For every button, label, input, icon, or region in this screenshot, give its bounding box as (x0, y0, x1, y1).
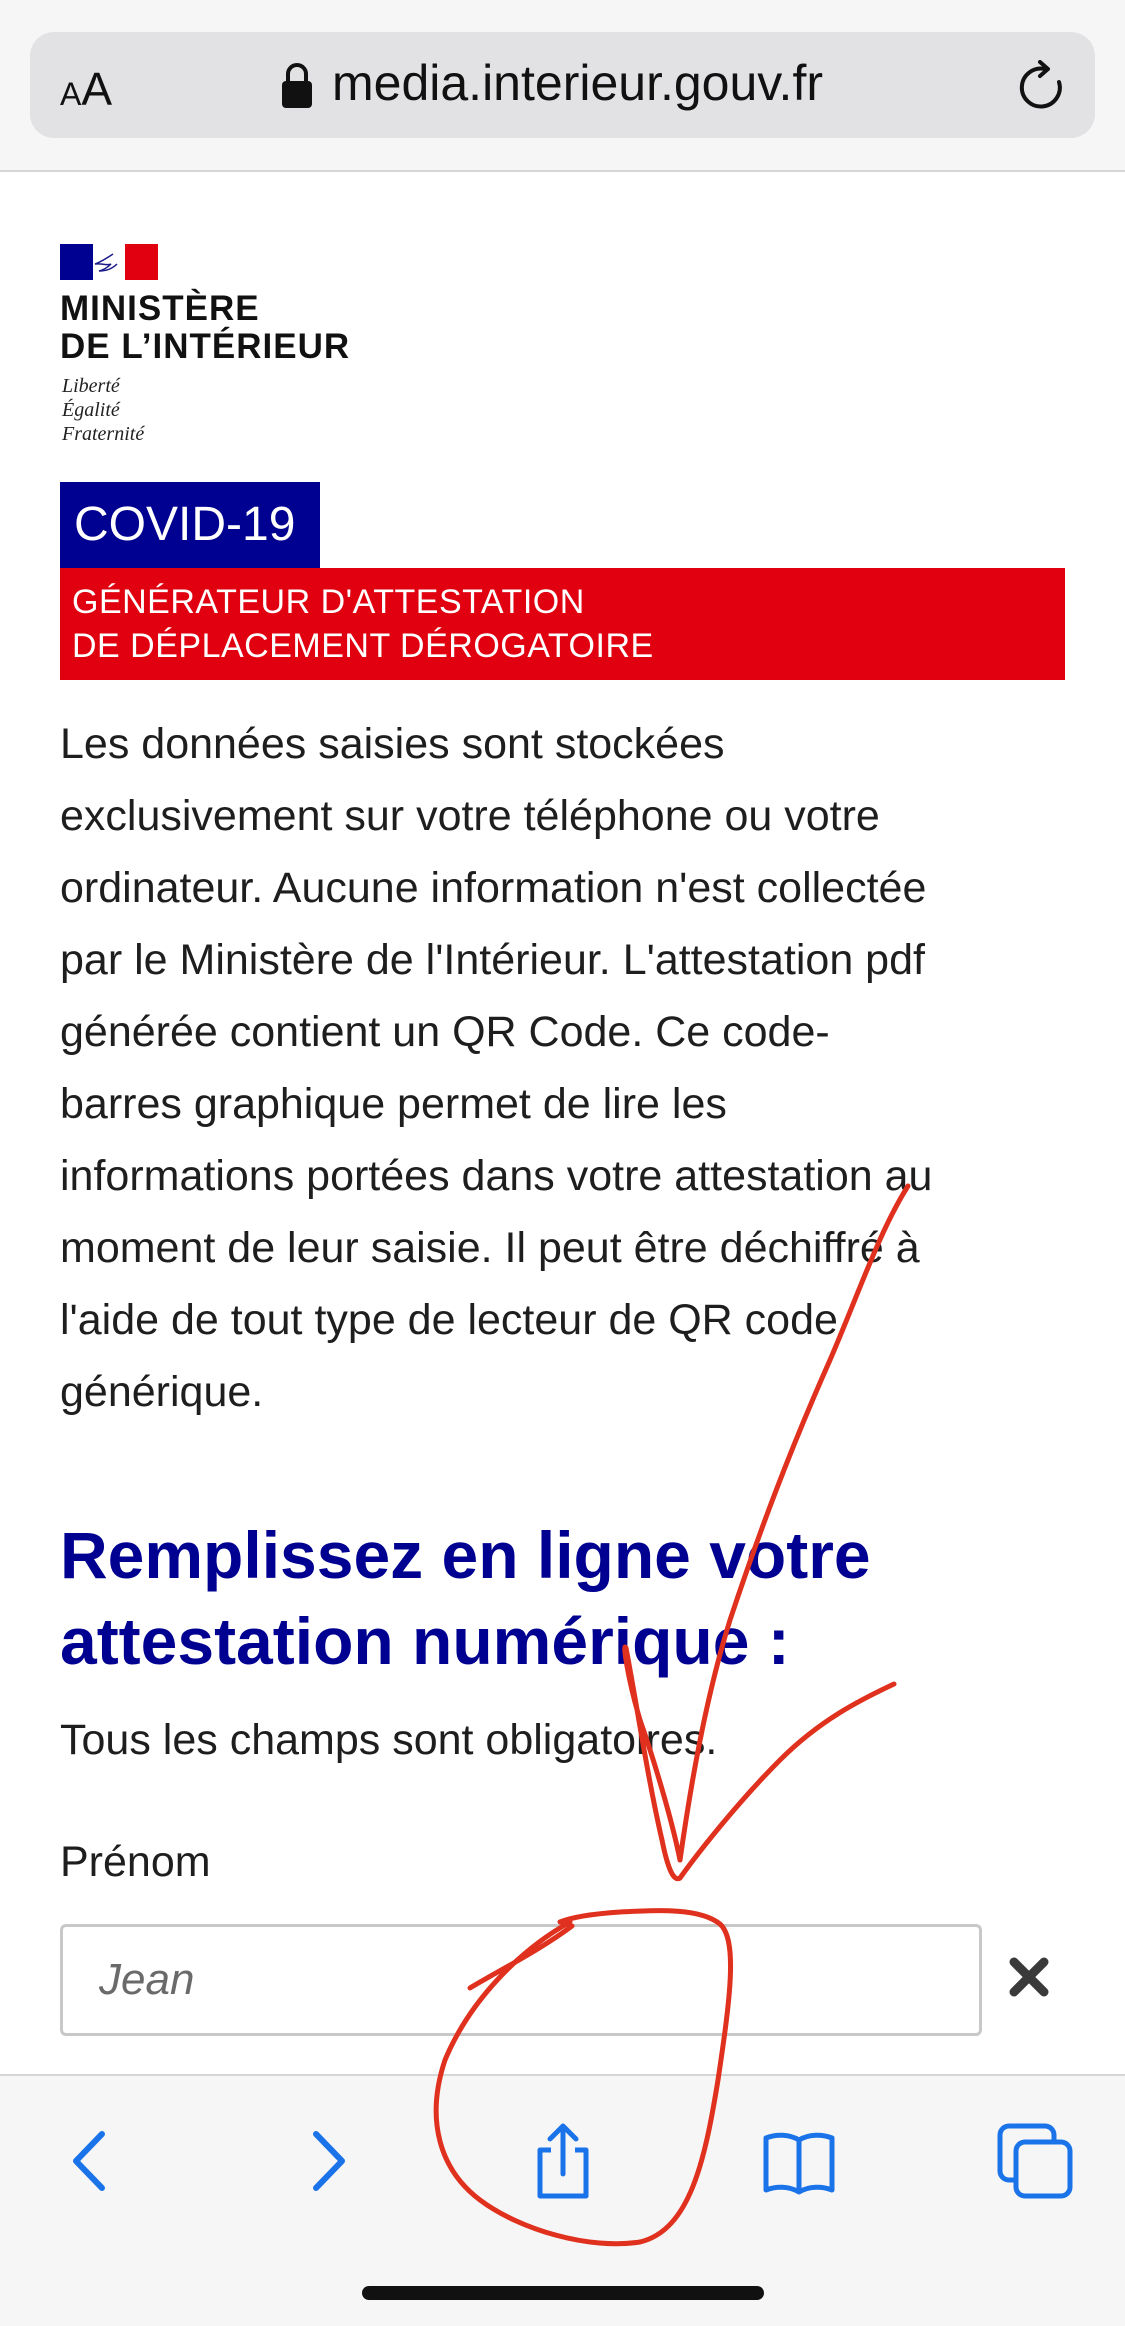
form-heading: Remplissez en ligne votre attestation numérique : (60, 1518, 871, 1678)
covid-tag: COVID-19 (60, 482, 320, 568)
generator-banner: GÉNÉRATEUR D'ATTESTATION DE DÉPLACEMENT DÉROGATOIRE (60, 568, 1065, 680)
back-icon[interactable] (46, 2116, 136, 2206)
marianne-flag-logo (60, 244, 158, 280)
republic-motto: Liberté Égalité Fraternité (62, 375, 145, 445)
required-note: Tous les champs sont obligatoires. (60, 1716, 718, 1764)
tabs-icon[interactable] (990, 2116, 1080, 2206)
forward-icon[interactable] (282, 2116, 372, 2206)
first-name-input[interactable] (60, 1924, 982, 2036)
url-text[interactable]: media.interieur.gouv.fr (332, 55, 823, 111)
clear-field-icon[interactable] (1006, 1954, 1052, 2000)
reload-icon[interactable] (1018, 60, 1070, 116)
ministry-name: MINISTÈRE DE L’INTÉRIEUR (60, 289, 351, 366)
privacy-notice: Les données saisies sont stockées exclusivement sur votre téléphone ou votre ordinateur. Aucune information n'est collectée par le Ministère de l'Intérieur. L'attestation pdf générée contient un QR Code. Ce code- barres graphique permet de lire les informations portées dans votre attestation au moment de leur saisie. Il peut être déchiffré à l'aide de tout type de lecteur de QR code générique. (60, 720, 933, 1416)
share-icon[interactable] (518, 2116, 608, 2206)
address-bar[interactable] (30, 32, 1095, 138)
first-name-label: Prénom (60, 1838, 211, 1886)
browser-top-bar (0, 0, 1125, 172)
text-size-button[interactable]: AA (60, 63, 113, 115)
bookmarks-icon[interactable] (754, 2116, 844, 2206)
lock-icon (280, 60, 314, 110)
home-indicator (362, 2286, 764, 2300)
